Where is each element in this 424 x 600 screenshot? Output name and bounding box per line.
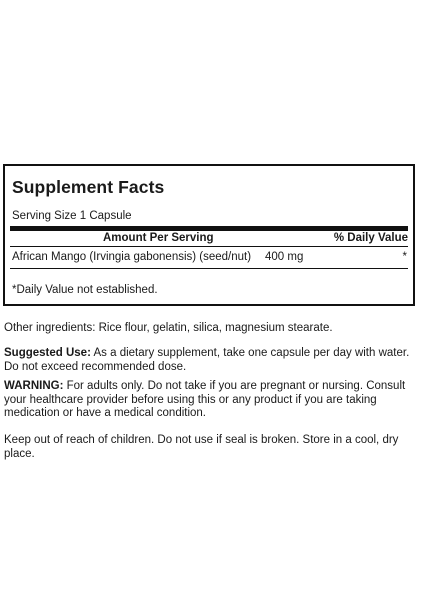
suggested-use-text: As a dietary supplement, take one capsule per day with water. Do not exceed recommended dose. [4,347,410,373]
ingredient-amount: 400 mg [265,251,304,263]
warning-text: For adults only. Do not take if you are pregnant or nursing. Consult your healthcare provider before using this or any product if you are taking medication or have a medical condition. [4,380,406,419]
facts-title: Supplement Facts [12,177,165,197]
suggested-use [4,347,420,374]
serving-size: Serving Size 1 Capsule [12,210,132,222]
daily-value-header: % Daily Value [333,232,408,244]
thick-divider [10,226,408,231]
other-ingredients: Other ingredients: Rice flour, gelatin, silica, magnesium stearate. [4,322,333,334]
daily-value-footnote: *Daily Value not established. [12,284,158,296]
ingredient-divider [10,268,408,269]
ingredient-daily-value: * [402,251,407,263]
suggested-use-label: Suggested Use: [4,347,91,359]
ingredient-name: African Mango (Irvingia gabonensis) (seed/nut) [12,251,252,263]
amount-per-serving-header: Amount Per Serving [103,232,214,244]
storage-notice: Keep out of reach of children. Do not use if seal is broken. Store in a cool, dry place. [4,434,399,460]
warning-label: WARNING: [4,380,64,392]
warning [4,380,420,421]
supplement-facts-panel [3,164,415,306]
header-divider [10,246,408,247]
